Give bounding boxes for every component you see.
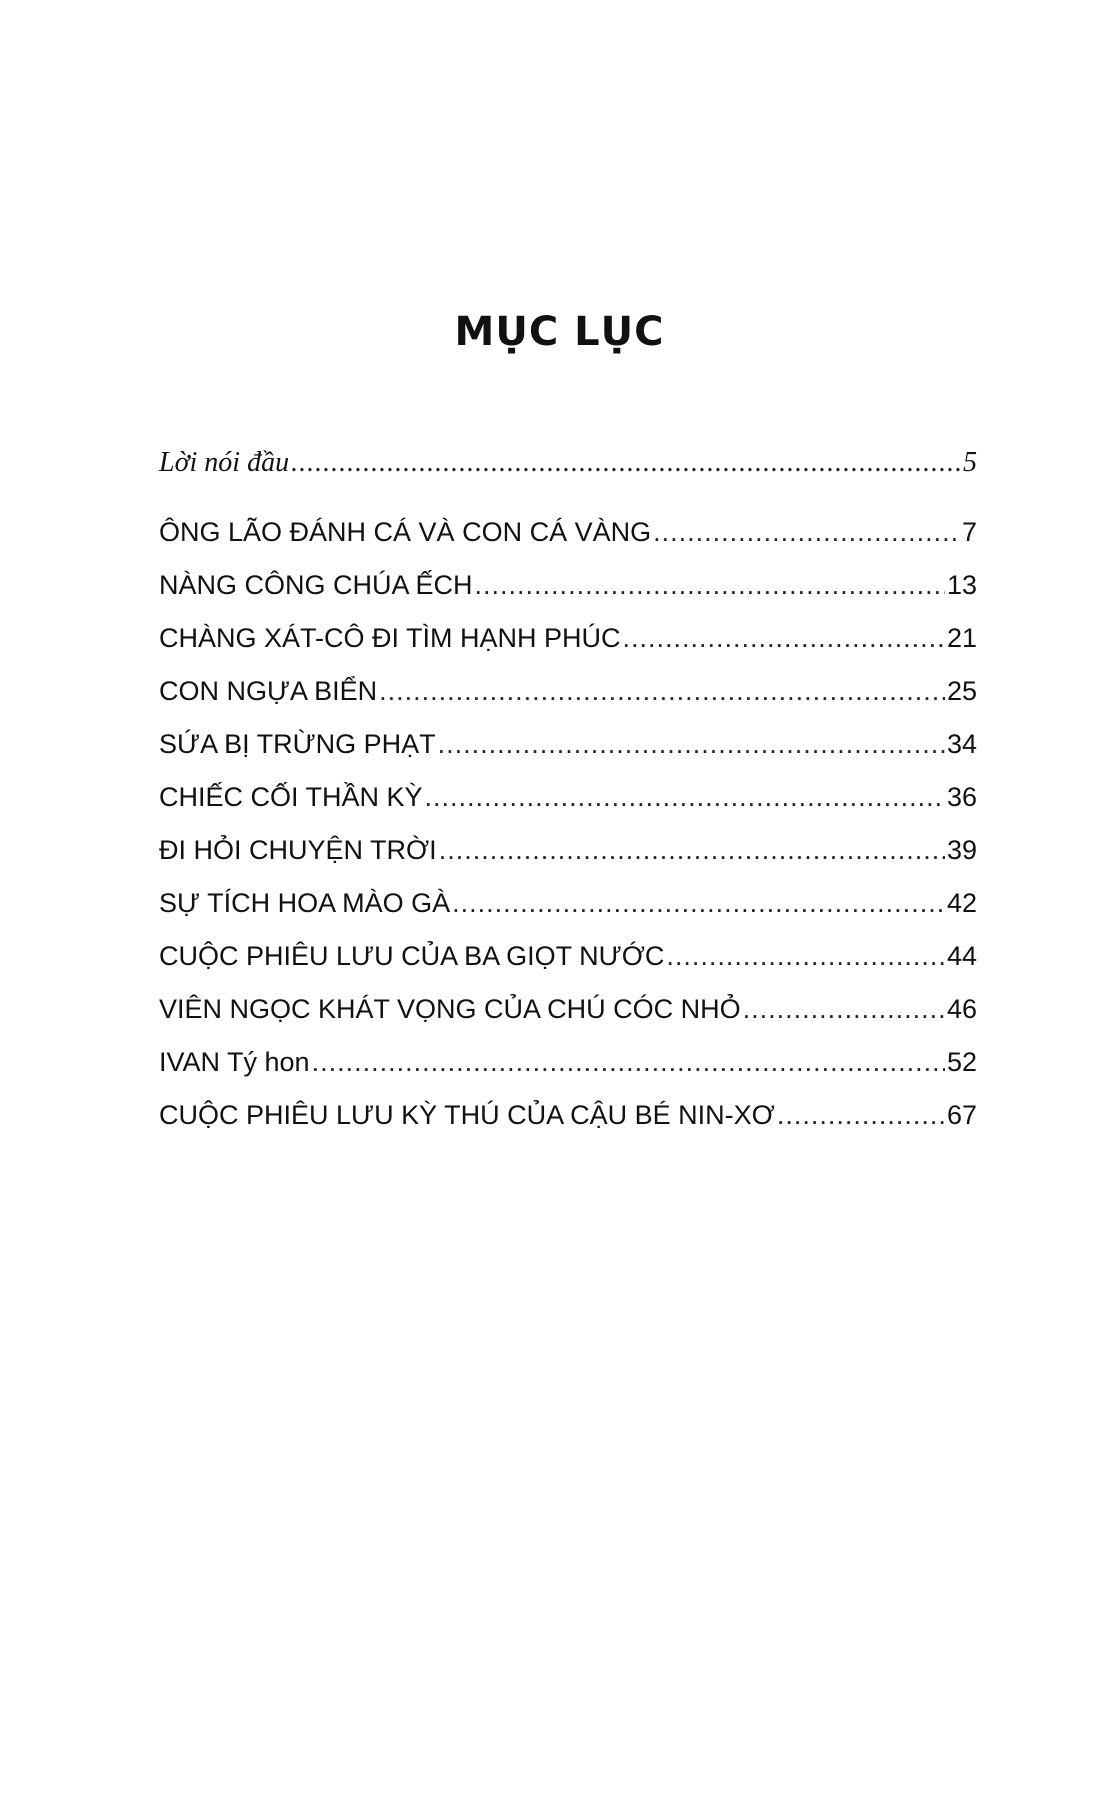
toc-entry — [159, 930, 977, 983]
toc-entry-page: 34 — [946, 729, 977, 759]
dot-leader — [291, 436, 961, 489]
dot-leader — [777, 1089, 945, 1142]
toc-entry-page: 13 — [946, 570, 977, 600]
toc-entry-page: 46 — [946, 994, 977, 1024]
toc-entry-label: CUỘC PHIÊU LƯU KỲ THÚ CỦA CẬU BÉ NIN-XƠ — [159, 1100, 775, 1130]
toc-entry-page: 5 — [963, 447, 977, 478]
toc-entry-label: VIÊN NGỌC KHÁT VỌNG CỦA CHÚ CÓC NHỎ — [159, 994, 741, 1024]
toc-entry — [159, 1036, 977, 1089]
toc-entry-label: CUỘC PHIÊU LƯU CỦA BA GIỌT NƯỚC — [159, 941, 665, 971]
toc-entry — [159, 718, 977, 771]
toc-entry-preface — [159, 436, 977, 506]
toc-entry — [159, 559, 977, 612]
dot-leader — [425, 771, 945, 824]
dot-leader — [439, 824, 945, 877]
toc-entry-page: 7 — [961, 517, 977, 547]
toc-entry-label: CHIẾC CỐI THẦN KỲ — [159, 782, 423, 812]
toc-entry — [159, 612, 977, 665]
toc-entry-label: IVAN Tý hon — [159, 1047, 310, 1077]
dot-leader — [653, 506, 960, 559]
toc-entry-label: SỰ TÍCH HOA MÀO GÀ — [159, 888, 451, 918]
toc-entry-label: NÀNG CÔNG CHÚA ẾCH — [159, 570, 473, 600]
toc-entry-label: Lời nói đầu — [159, 447, 290, 478]
toc-entry-page: 39 — [946, 835, 977, 865]
dot-leader — [623, 612, 945, 665]
toc-entry — [159, 771, 977, 824]
toc-entry-page: 42 — [946, 888, 977, 918]
dot-leader — [666, 930, 945, 983]
toc-entry — [159, 983, 977, 1036]
toc-entry-label: CON NGỰA BIỂN — [159, 676, 378, 706]
toc-entry-page: 21 — [946, 623, 977, 653]
toc-entry — [159, 506, 977, 559]
dot-leader — [312, 1036, 945, 1089]
toc-entry — [159, 877, 977, 930]
toc-entry — [159, 824, 977, 877]
dot-leader — [379, 665, 945, 718]
toc-entry-label: SỨA BỊ TRỪNG PHẠT — [159, 729, 436, 759]
dot-leader — [438, 718, 945, 771]
toc-entry — [159, 665, 977, 718]
toc-entry-label: ÔNG LÃO ĐÁNH CÁ VÀ CON CÁ VÀNG — [159, 517, 652, 547]
dot-leader — [475, 559, 945, 612]
table-of-contents — [159, 436, 977, 1142]
toc-entry — [159, 1089, 977, 1142]
page-title: MỤC LỤC — [454, 309, 665, 355]
toc-entry-page: 44 — [946, 941, 977, 971]
toc-entry-page: 25 — [946, 676, 977, 706]
dot-leader — [743, 983, 945, 1036]
toc-entry-label: ĐI HỎI CHUYỆN TRỜI — [159, 835, 437, 865]
dot-leader — [452, 877, 945, 930]
toc-entry-page: 67 — [946, 1100, 977, 1130]
toc-entry-label: CHÀNG XÁT-CÔ ĐI TÌM HẠNH PHÚC — [159, 623, 621, 653]
toc-entry-page: 52 — [946, 1047, 977, 1077]
toc-entry-page: 36 — [946, 782, 977, 812]
